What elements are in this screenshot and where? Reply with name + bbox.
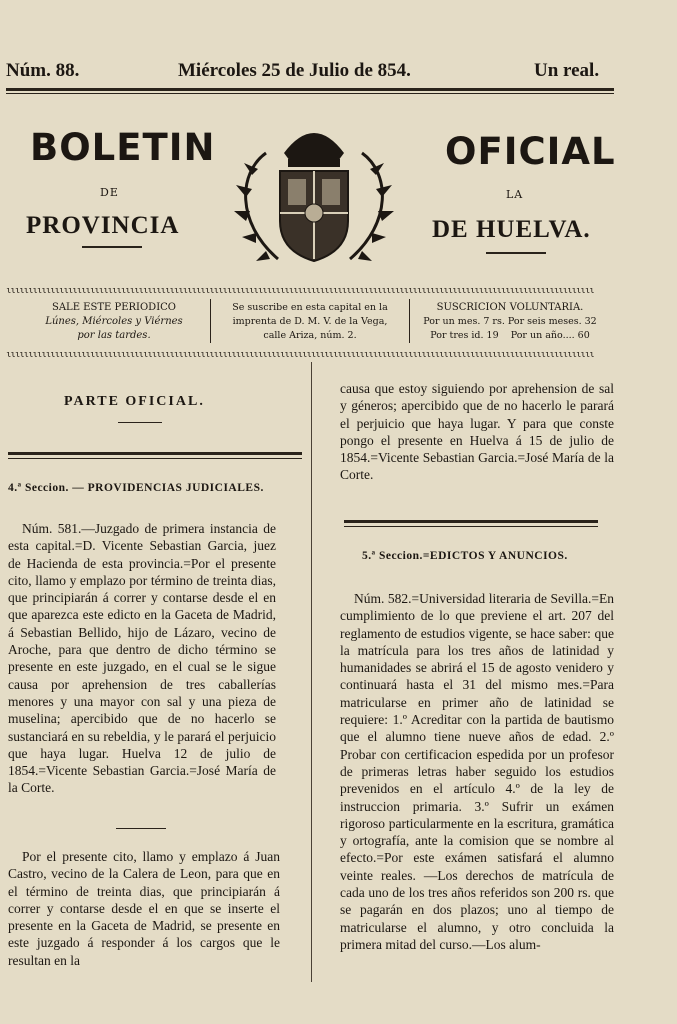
- info-border-bottom: ɩɩɩɩɩɩɩɩɩɩɩɩɩɩɩɩɩɩɩɩɩɩɩɩɩɩɩɩɩɩɩɩɩɩɩɩɩɩɩɩɩɩɩɩɩɩɩɩɩɩɩɩɩɩɩɩɩɩɩɩɩɩɩɩɩɩɩɩɩɩɩɩɩɩɩɩɩɩɩɩɩɩɩɩɩɩɩɩɩɩɩɩɩɩɩɩɩɩɩɩɩɩɩɩɩɩɩɩɩɩɩɩɩɩɩɩɩɩɩɩɩɩɩɩɩɩɩɩɩɩɩɩɩ: [6, 351, 594, 359]
- masthead-top-row: [6, 58, 614, 86]
- article-continuation: [340, 380, 614, 484]
- ornament-left: [82, 246, 142, 248]
- info-border-top: ɩɩɩɩɩɩɩɩɩɩɩɩɩɩɩɩɩɩɩɩɩɩɩɩɩɩɩɩɩɩɩɩɩɩɩɩɩɩɩɩɩɩɩɩɩɩɩɩɩɩɩɩɩɩɩɩɩɩɩɩɩɩɩɩɩɩɩɩɩɩɩɩɩɩɩɩɩɩɩɩɩɩɩɩɩɩɩɩɩɩɩɩɩɩɩɩɩɩɩɩɩɩɩɩɩɩɩɩɩɩɩɩɩɩɩɩɩɩɩɩɩɩɩɩɩɩɩɩɩɩɩɩɩ: [6, 287, 594, 295]
- info-separator: [210, 299, 211, 343]
- article-continuation-text: causa que estoy siguiendo por aprehension de sal y géneros; apercibido que de no hacerlo le parará el perjuicio que haya lugar. Y para que conste pongo el presente en Huelva á 15 de julio de 1854.=Vicente Sebastian Garcia.=José María de la Corte.: [340, 381, 614, 483]
- info-line: Lúnes, Miércoles y Viérnes: [45, 316, 183, 327]
- section-rule: [344, 520, 598, 523]
- title-boletin: BOLETIN: [30, 126, 216, 169]
- title-de: DE: [100, 186, 119, 199]
- title-oficial: OFICIAL: [445, 130, 616, 173]
- article-581: [8, 520, 276, 797]
- info-col-periodico: [18, 301, 210, 343]
- section-rule-thin: [8, 458, 302, 459]
- article-582: [340, 590, 614, 953]
- info-line: Por un mes. 7 rs. Por seis meses. 32: [423, 316, 597, 327]
- article-581-text: Núm. 581.—Juzgado de primera instancia de esta capital.=D. Vicente Sebastian Garcia, juez de Hacienda de esta provincia.=Por el presente cito, llamo y emplazo por término de treinta dias, que principiarán á correr y contarse desde el en que aparezca este edicto en la Gaceta de Madrid, á Sebastian Bellido, hijo de Lázaro, vecino de Aroche, para que dentro de dicho término se presente en este juzgado, en el cual se le sigue causa por aprehension de tres caballerías menores y una mayor con sal y una pieza de muselina; apercibido que de no hacerlo se sustanciará en su rebeldia, y le parará el perjuicio que haya lugar. Huelva 12 de julio de 1854.=Vicente Sebastian Garcia.=José María de la Corte.: [8, 521, 276, 796]
- title-provincia: PROVINCIA: [26, 212, 180, 239]
- info-line: SALE ESTE PERIODICO: [51, 302, 176, 313]
- info-separator: [409, 299, 410, 343]
- info-line: imprenta de D. M. V. de la Vega,: [232, 316, 388, 327]
- masthead-rule: [6, 88, 614, 91]
- info-line: calle Ariza, núm. 2.: [263, 330, 357, 341]
- section4-heading: 4.ª Seccion. — PROVIDENCIAS JUDICIALES.: [8, 482, 264, 494]
- royal-crest-icon: [218, 113, 410, 269]
- info-col-suscricion: [411, 301, 609, 343]
- info-line: por las tardes.: [77, 330, 151, 341]
- info-line: Por tres id. 19 Por un año.... 60: [430, 330, 590, 341]
- article-582-text: Núm. 582.=Universidad literaria de Sevilla.=En cumplimiento de lo que previene el art. 207 del reglamento de estudios vigente, se hace saber: que la matrícula para los tres años de latinidad y humanidades se abrirá el 15 de agosto venidero y continuará hasta el 31 del mismo mes.=Para matricularse en primer año de latinidad se requiere: 1.º Acreditar con la partida de bautismo que el alumno tiene nueve años de edad. 2.º Probar con certificacion espedida por un profesor de primeras letras haber seguido los estudios prevenidos en el artículo 4.º de la ley de instruccion primaria. 3.º Sufrir un exámen rigoroso particularmente en la escritura, gramática y ortografía, ante la comision que se nombre al efecto.=Por este exámen satisfará el alumno veinte reales. —Los derechos de matrícula de cada uno de los tres años referidos son 200 rs. que se pagarán en dos plazos; uno al tiempo de matricularse el alumno, y otro concluida la primera mitad del curso.—Los alum-: [340, 591, 614, 952]
- title-de-huelva: DE HUELVA.: [432, 216, 591, 243]
- article-castro-text: Por el presente cito, llamo y emplazo á Juan Castro, vecino de la Calera de Leon, para que en el término de treinta dias, que principiarán á correr y contarse desde el en que se inserte el presente en la Gaceta de Madrid, se presente en este juzgado á responder á los cargos que le resultan en la: [8, 849, 280, 968]
- article-separator: [116, 828, 166, 829]
- article-castro: [8, 848, 280, 969]
- ornament-right: [486, 252, 546, 254]
- issue-date: Miércoles 25 de Julio de 854.: [178, 60, 411, 81]
- title-la: LA: [506, 188, 524, 201]
- section-rule: [8, 452, 302, 455]
- info-line: Se suscribe en esta capital en la: [232, 302, 388, 313]
- column-divider: [311, 362, 312, 982]
- info-col-suscribe: [212, 301, 408, 343]
- issue-number: Núm. 88.: [6, 60, 80, 81]
- subscription-info-box: [6, 287, 616, 357]
- parte-oficial-ornament: [118, 422, 162, 423]
- info-line: SUSCRICION VOLUNTARIA.: [436, 302, 584, 313]
- section5-heading: 5.ª Seccion.=EDICTOS Y ANUNCIOS.: [362, 550, 568, 562]
- masthead-rule-thin: [6, 93, 614, 94]
- parte-oficial-heading: PARTE OFICIAL.: [64, 394, 205, 409]
- section-rule-thin: [344, 526, 598, 527]
- issue-price: Un real.: [534, 60, 600, 81]
